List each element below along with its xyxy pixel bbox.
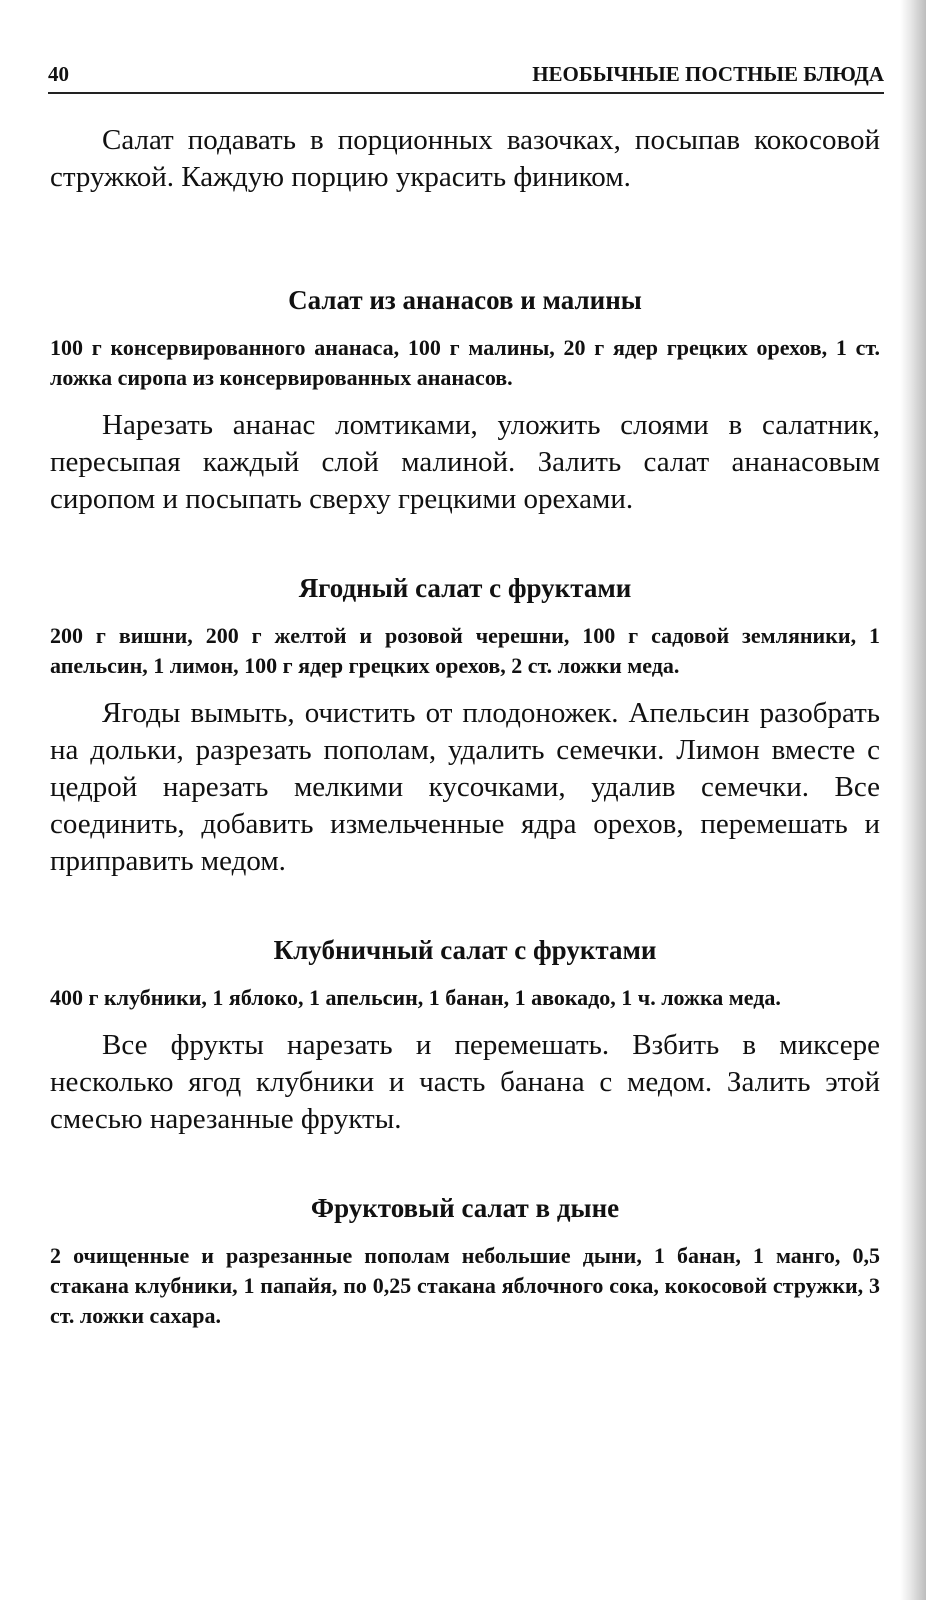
recipe-method: Нарезать ананас ломтиками, уложить слоями в салатник, пересыпая каждый слой малиной. Залить салат ананасовым сиропом и посыпать сверху грецкими орехами. bbox=[50, 409, 880, 515]
page-content bbox=[50, 122, 880, 1345]
running-title: НЕОБЫЧНЫЕ ПОСТНЫЕ БЛЮДА bbox=[532, 62, 884, 86]
page-number: 40 bbox=[48, 62, 69, 86]
recipe-title: Салат из ананасов и малины bbox=[288, 285, 642, 315]
recipe-method: Ягоды вымыть, очистить от плодоножек. Апельсин разобрать на дольки, разрезать пополам, удалить семечки. Лимон вместе с цедрой нарезать мелкими кусочками, удалив семечки. Все соединить, добавить измельченные ядра орехов, перемешать и приправить медом. bbox=[50, 697, 880, 877]
recipe-ingredients: 200 г вишни, 200 г желтой и розовой черешни, 100 г садовой земляники, 1 апельсин, 1 лимон, 100 г ядер грецких орехов, 2 ст. ложки меда. bbox=[50, 623, 880, 678]
recipe-title: Ягодный салат с фруктами bbox=[298, 573, 632, 603]
page-header bbox=[48, 62, 884, 94]
recipe-ingredients: 2 очищенные и разрезанные пополам небольшие дыни, 1 банан, 1 манго, 0,5 стакана клубники, 1 папайя, по 0,25 стакана яблочного сока, кокосовой стружки, 3 ст. ложки сахара. bbox=[50, 1243, 880, 1328]
recipe-method: Все фрукты нарезать и перемешать. Взбить в миксере несколько ягод клубники и часть банана с медом. Залить этой смесью нарезанные фрукты. bbox=[50, 1029, 880, 1135]
recipe-title: Клубничный салат с фруктами bbox=[273, 935, 657, 965]
recipe-ingredients: 400 г клубники, 1 яблоко, 1 апельсин, 1 банан, 1 авокадо, 1 ч. ложка меда. bbox=[50, 985, 781, 1010]
intro-paragraph: Салат подавать в порционных вазочках, посыпав кокосовой стружкой. Каждую порцию украсить фиником. bbox=[50, 124, 880, 193]
page-edge-shadow bbox=[900, 0, 926, 1600]
recipe-ingredients: 100 г консервированного ананаса, 100 г малины, 20 г ядер грецких орехов, 1 ст. ложка сиропа из консервированных ананасов. bbox=[50, 335, 880, 390]
recipe-title: Фруктовый салат в дыне bbox=[310, 1193, 620, 1223]
